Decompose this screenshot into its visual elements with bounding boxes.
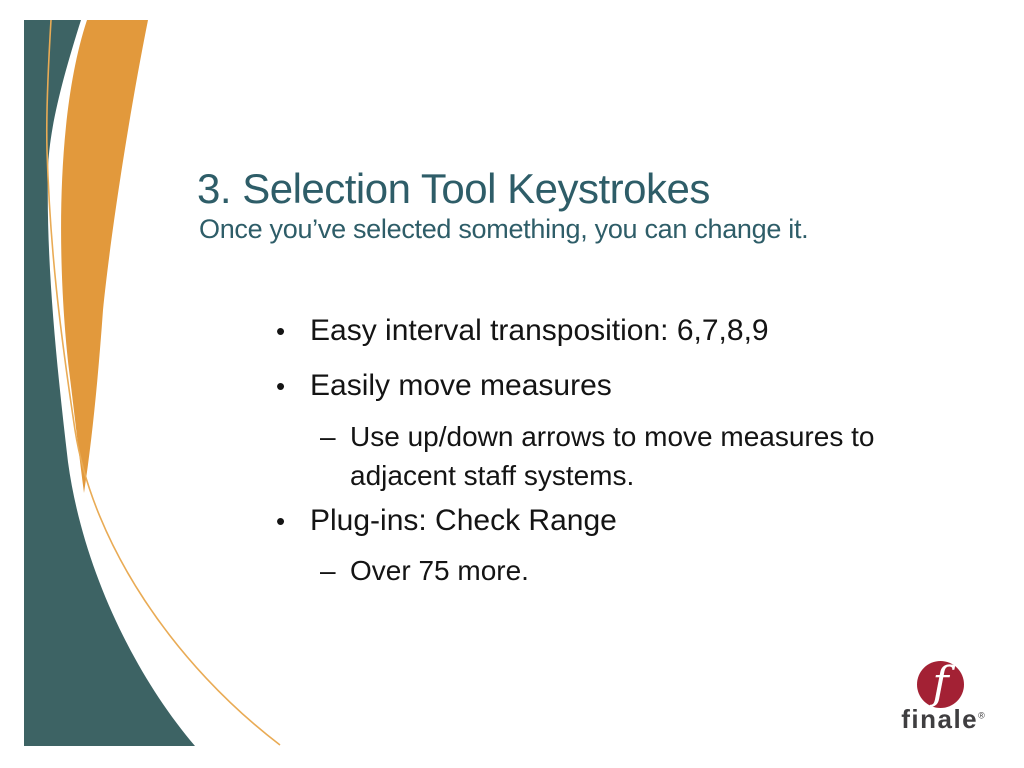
finale-wordmark-text: finale [901,704,979,734]
dash-marker-icon: – [320,421,336,452]
finale-f-glyph-icon: f [932,657,949,709]
bullet-text: Plug-ins: Check Range [310,504,617,537]
dash-marker-icon: – [320,555,336,586]
bullet-item [276,368,612,404]
sub-bullet-continuation [350,459,634,493]
finale-wordmark [890,706,996,732]
bullet-item [276,503,617,539]
decorative-swoosh-graphic [0,0,320,746]
slide-title: 3. Selection Tool Keystrokes [197,165,710,212]
sub-bullet-item [320,554,529,588]
bullet-dot-icon: • [276,371,286,401]
finale-logo-mark [917,657,964,709]
slide-subtitle: Once you’ve selected something, you can change it. [199,214,809,244]
bullet-dot-icon: • [276,316,286,346]
bullet-dot-icon: • [276,506,286,536]
finale-logo [890,650,1006,745]
bullet-text: Easily move measures [310,369,612,402]
sub-bullet-text: adjacent staff systems. [350,460,635,491]
registered-trademark-symbol: ® [978,710,985,721]
bullet-text: Easy interval transposition: 6,7,8,9 [310,314,769,347]
sub-bullet-item [320,420,874,454]
bullet-item [276,313,769,349]
sub-bullet-text: Use up/down arrows to move measures to [350,421,875,452]
sub-bullet-text: Over 75 more. [350,555,529,586]
